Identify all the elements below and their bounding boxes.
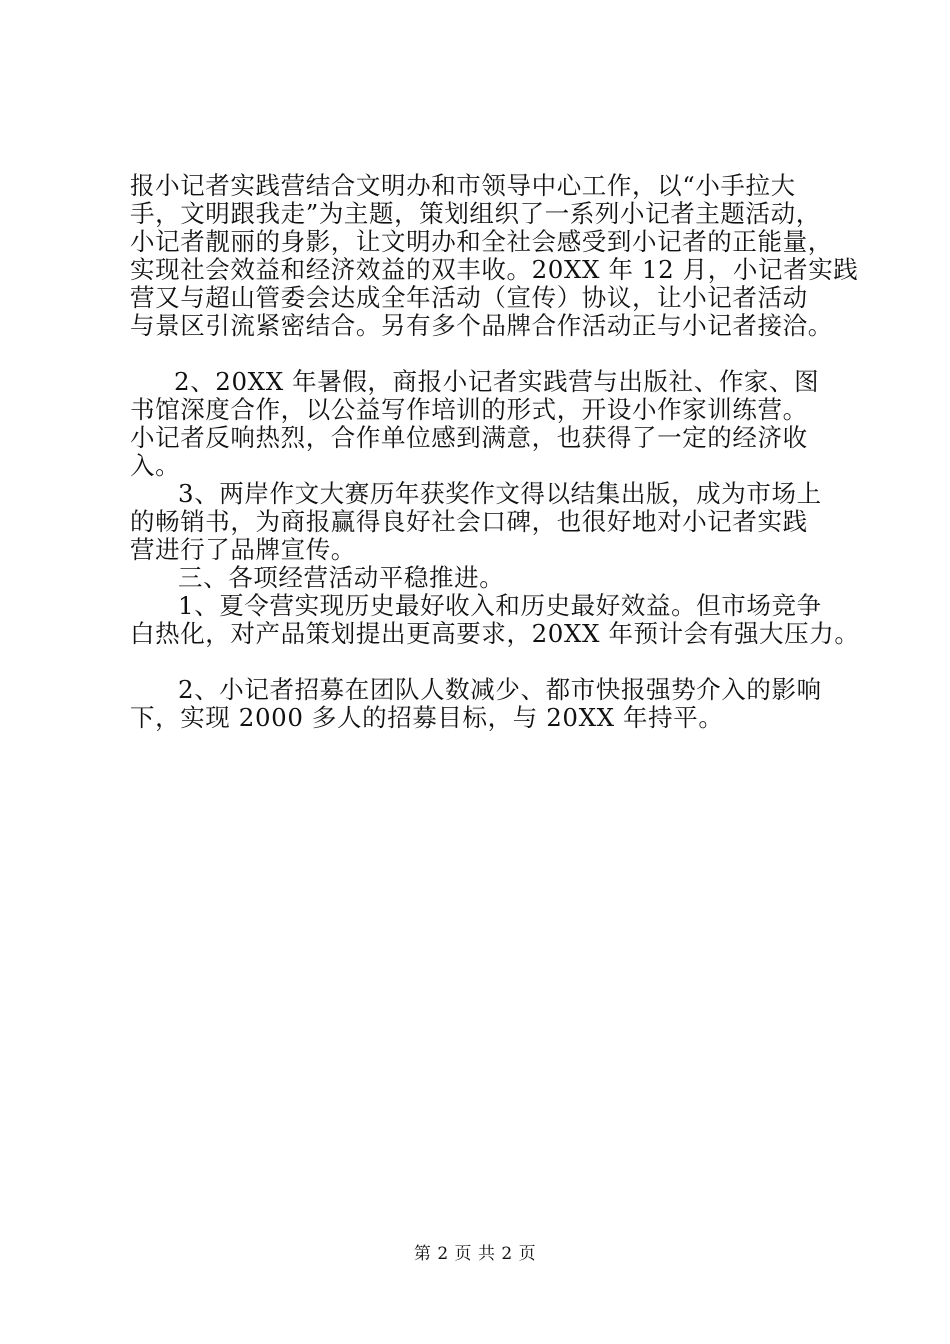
section-heading: 三、各项经营活动平稳推进。 [178,563,505,592]
text-line: 下，实现 2000 多人的招募目标，与 20XX 年持平。 [130,703,724,732]
text-line: 手，文明跟我走”为主题，策划组织了一系列小记者主题活动， [130,199,821,228]
text-line: 营又与超山管委会达成全年活动（宣传）协议，让小记者活动 [130,283,808,312]
text-line: 与景区引流紧密结合。另有多个品牌合作活动正与小记者接洽。 [130,311,833,340]
text-line: 小记者反响热烈，合作单位感到满意，也获得了一定的经济收 [130,423,808,452]
paragraph-start-line: 1、夏令营实现历史最好收入和历史最好效益。但市场竞争 [178,591,822,620]
paragraph-start-line: 2、小记者招募在团队人数减少、都市快报强势介入的影响 [178,675,822,704]
text-line: 实现社会效益和经济效益的双丰收。20XX 年 12 月，小记者实践 [130,255,859,284]
text-line: 书馆深度合作，以公益写作培训的形式，开设小作家训练营。 [130,395,808,424]
text-line: 入。 [130,451,181,480]
paragraph-gap [130,340,860,368]
document-body [130,172,860,732]
text-line: 白热化，对产品策划提出更高要求，20XX 年预计会有强大压力。 [130,619,860,648]
text-line: 小记者靓丽的身影，让文明办和全社会感受到小记者的正能量， [130,227,833,256]
paragraph-gap [130,648,860,676]
text-line: 的畅销书，为商报赢得良好社会口碑，也很好地对小记者实践 [130,507,808,536]
text-line: 营进行了品牌宣传。 [130,535,356,564]
text-line: 报小记者实践营结合文明办和市领导中心工作，以“小手拉大 [130,171,796,200]
paragraph-start-line: 2、20XX 年暑假，商报小记者实践营与出版社、作家、图 [174,367,820,396]
page-number-footer: 第 2 页 共 2 页 [413,1244,537,1264]
paragraph-start-line: 3、两岸作文大赛历年获奖作文得以结集出版，成为市场上 [178,479,822,508]
